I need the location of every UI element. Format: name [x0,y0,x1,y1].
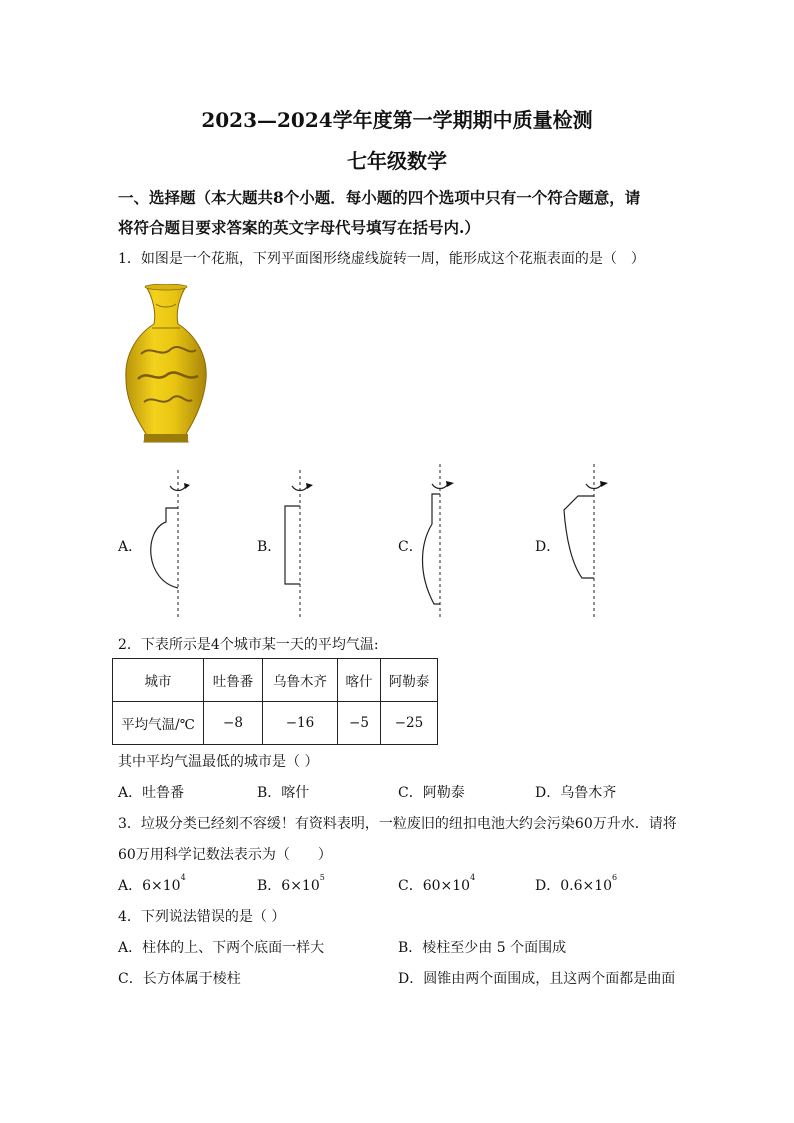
table-row [113,702,438,745]
section-heading-line2: 将符合题目要求答案的英文字母代号填写在括号内.） [118,218,480,237]
q2-option-c: C．阿勒泰 [398,785,465,801]
vase-image [116,284,216,444]
table-header-row [113,659,438,702]
q1-option-d-figure [558,464,618,624]
q4-option-b: B．棱柱至少由 5 个面围成 [398,940,567,956]
table-cell: −25 [381,702,438,745]
page-title: 2023—2024学年度第一学期期中质量检测 [201,108,593,132]
q1-option-c-label: C． [398,539,423,555]
q1-option-b-figure [280,470,330,620]
table-cell: −8 [204,702,263,745]
q2-option-d: D．乌鲁木齐 [535,785,617,801]
q3-option-b: B．$6\times 10^5$ [257,873,325,894]
question-1-stem: 1．如图是一个花瓶，下列平面图形绕虚线旋转一周，能形成这个花瓶表面的是（ ） [118,251,645,267]
q2-option-b: B．喀什 [257,785,310,801]
question-4-stem: 4．下列说法错误的是（ ） [118,909,286,925]
table-cell: −5 [338,702,381,745]
question-3-stem-line1: 3．垃圾分类已经刻不容缓！有资料表明，一粒废旧的纽扣电池大约会污染60万升水．请将 [118,816,677,832]
section-heading-line1: 一、选择题（本大题共8个小题．每小题的四个选项中只有一个符合题意，请 [118,188,641,207]
q1-option-d-label: D． [535,539,561,555]
temperature-table [112,658,438,745]
page-subtitle: 七年级数学 [347,149,447,173]
q3-option-c: C．$60\times 10^4$ [398,873,476,894]
table-cell: 阿勒泰 [381,659,438,702]
q1-option-a-figure [140,470,200,620]
q3-option-a: A．$6\times 10^4$ [118,873,186,894]
q2-option-a: A．吐鲁番 [118,785,185,801]
table-cell: 城市 [113,659,204,702]
table-cell: 喀什 [338,659,381,702]
question-3-stem-line2: 60万用科学记数法表示为（ ） [118,847,332,863]
table-cell: 吐鲁番 [204,659,263,702]
q1-option-b-label: B． [257,539,282,555]
q4-option-d: D．圆锥由两个面围成，且这两个面都是曲面 [398,971,676,987]
question-2-prompt: 其中平均气温最低的城市是（ ） [118,754,319,770]
table-cell: 乌鲁木齐 [263,659,338,702]
table-cell: 平均气温/℃ [113,702,204,745]
q4-option-a: A．柱体的上、下两个底面一样大 [118,940,325,956]
q1-option-c-figure [420,464,470,624]
q4-option-c: C．长方体属于棱柱 [118,971,241,987]
question-2-stem: 2．下表所示是4个城市某一天的平均气温: [118,637,379,653]
table-cell: −16 [263,702,338,745]
q3-option-d: D．$0.6\times 10^6$ [535,873,618,894]
q1-option-a-label: A． [118,539,143,555]
